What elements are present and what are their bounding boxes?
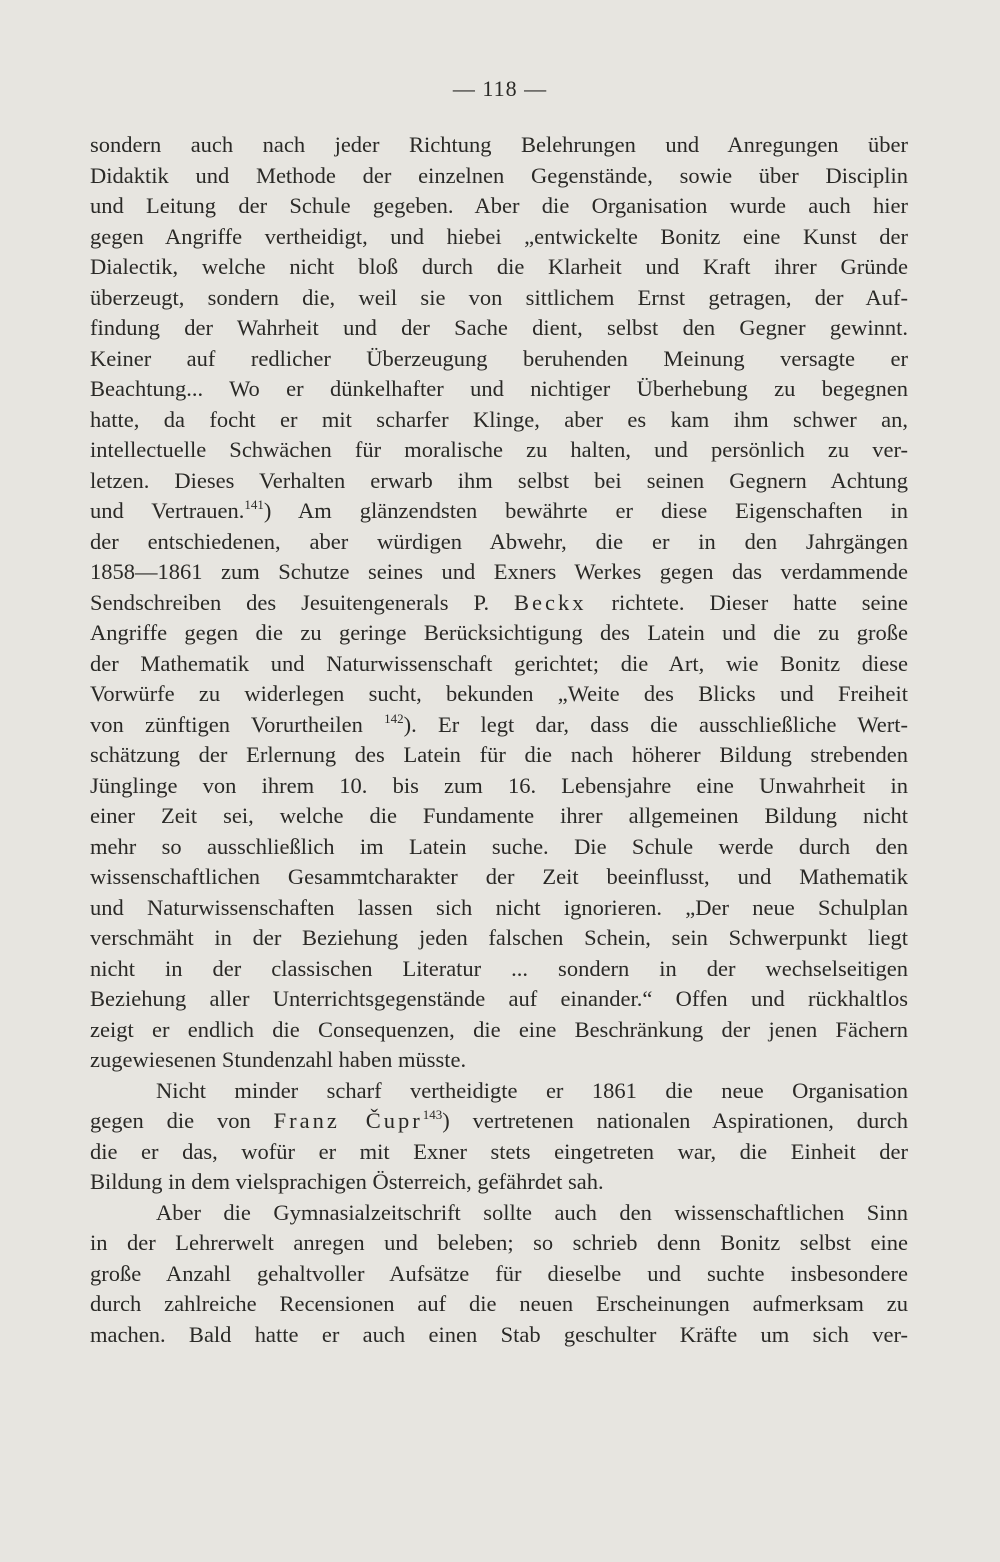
spaced-name: Beckx bbox=[514, 589, 587, 615]
text-line: schätzung der Erlernung des Latein für die nach höherer Bildung strebenden bbox=[90, 742, 908, 767]
footnote-ref: 143 bbox=[422, 1107, 443, 1122]
text-line: mehr so ausschließlich im Latein suche. Die Schule werde durch den bbox=[90, 833, 908, 859]
paragraph-end-line: zugewiesenen Stundenzahl haben müsste. bbox=[90, 1047, 467, 1072]
line-text: ) vertretenen nationalen Aspirationen, durch bbox=[442, 1108, 908, 1133]
text-line: die er das, wofür er mit Exner stets eingetreten war, die Einheit der bbox=[90, 1138, 908, 1164]
text-line: Jünglinge von ihrem 10. bis zum 16. Lebensjahre eine Unwahrheit in bbox=[90, 772, 908, 798]
text-line: machen. Bald hatte er auch einen Stab geschulter Kräfte um sich ver- bbox=[90, 1321, 908, 1347]
paragraph-end-line: Bildung in dem vielsprachigen Österreich, gefährdet sah. bbox=[90, 1169, 604, 1194]
text-line: verschmäht in der Beziehung jeden falschen Schein, sein Schwerpunkt liegt bbox=[90, 925, 908, 950]
text-line-with-spaced-name bbox=[90, 588, 908, 619]
text-line: große Anzahl gehaltvoller Aufsätze für dieselbe und suchte insbesondere bbox=[90, 1260, 908, 1286]
paragraph-start-line: Nicht minder scharf vertheidigte er 1861 die neue Organisation bbox=[156, 1077, 908, 1103]
text-line-with-footnote bbox=[90, 496, 908, 527]
text-line: und Leitung der Schule gegeben. Aber die Organisation wurde auch hier bbox=[90, 193, 908, 218]
text-line: Dialectik, welche nicht bloß durch die Klarheit und Kraft ihrer Gründe bbox=[90, 254, 908, 279]
footnote-ref: 141 bbox=[244, 497, 264, 512]
text-line: Didaktik und Methode der einzelnen Gegenstände, sowie über Disciplin bbox=[90, 162, 908, 188]
text-line: hatte, da focht er mit scharfer Klinge, aber es kam ihm schwer an, bbox=[90, 406, 908, 432]
line-text: und Vertrauen. bbox=[90, 498, 245, 523]
line-text: ). Er legt dar, dass die ausschließliche Wert- bbox=[403, 711, 908, 737]
page-number: — 118 — bbox=[452, 76, 548, 101]
text-line: überzeugt, sondern die, weil sie von sittlichem Ernst getragen, der Auf- bbox=[90, 284, 908, 310]
paragraph-start-line: Aber die Gymnasialzeitschrift sollte auch den wissenschaftlichen Sinn bbox=[156, 1199, 908, 1225]
text-line: 1858—1861 zum Schutze seines und Exners Werkes gegen das verdammende bbox=[90, 559, 908, 584]
text-line: sondern auch nach jeder Richtung Belehrungen und Anregungen über bbox=[90, 132, 908, 157]
text-line: nicht in der classischen Literatur ... sondern in der wechselseitigen bbox=[90, 955, 908, 981]
text-line: findung der Wahrheit und der Sache dient, selbst den Gegner gewinnt. bbox=[90, 315, 908, 340]
text-line: Angriffe gegen die zu geringe Berücksichtigung des Latein und die zu große bbox=[90, 620, 908, 645]
body-text bbox=[90, 130, 908, 1350]
text-line: und Naturwissenschaften lassen sich nicht ignorieren. „Der neue Schulplan bbox=[90, 894, 908, 920]
line-text: richtete. Dieser hatte seine bbox=[586, 589, 908, 615]
text-line: zeigt er endlich die Consequenzen, die eine Beschränkung der jenen Fächern bbox=[90, 1016, 908, 1042]
footnote-ref: 142 bbox=[384, 710, 404, 726]
line-text: von zünftigen Vorurtheilen bbox=[90, 711, 385, 737]
text-line: letzen. Dieses Verhalten erwarb ihm selbst bei seinen Gegnern Achtung bbox=[90, 467, 908, 493]
text-line-with-footnote bbox=[90, 710, 908, 741]
text-line: Keiner auf redlicher Überzeugung beruhenden Meinung versagte er bbox=[90, 345, 908, 371]
text-line: der Mathematik und Naturwissenschaft gerichtet; die Art, wie Bonitz diese bbox=[90, 650, 908, 676]
line-text: ) Am glänzendsten bewährte er diese Eigenschaften in bbox=[263, 498, 908, 523]
text-line: Beziehung aller Unterrichtsgegenstände auf einander.“ Offen und rückhaltlos bbox=[90, 986, 908, 1011]
spaced-name: Franz Čupr bbox=[273, 1108, 423, 1133]
line-text: gegen die von bbox=[90, 1108, 274, 1133]
text-line: in der Lehrerwelt anregen und beleben; so schrieb denn Bonitz selbst eine bbox=[90, 1230, 908, 1255]
text-line: der entschiedenen, aber würdigen Abwehr, die er in den Jahrgängen bbox=[90, 528, 908, 554]
text-line: gegen Angriffe vertheidigt, und hiebei „entwickelte Bonitz eine Kunst der bbox=[90, 223, 908, 249]
text-line: einer Zeit sei, welche die Fundamente ihrer allgemeinen Bildung nicht bbox=[90, 803, 908, 828]
text-line: Vorwürfe zu widerlegen sucht, bekunden „Weite des Blicks und Freiheit bbox=[90, 681, 908, 706]
text-line-with-footnote bbox=[90, 1106, 908, 1137]
text-line: durch zahlreiche Recensionen auf die neuen Erscheinungen aufmerksam zu bbox=[90, 1291, 908, 1316]
line-text: Sendschreiben des Jesuitengenerals P. bbox=[90, 589, 515, 615]
text-line: intellectuelle Schwächen für moralische zu halten, und persönlich zu ver- bbox=[90, 437, 908, 462]
text-line: wissenschaftlichen Gesammtcharakter der Zeit beeinflusst, und Mathematik bbox=[90, 864, 908, 889]
text-line: Beachtung... Wo er dünkelhafter und nichtiger Überhebung zu begegnen bbox=[90, 376, 908, 401]
